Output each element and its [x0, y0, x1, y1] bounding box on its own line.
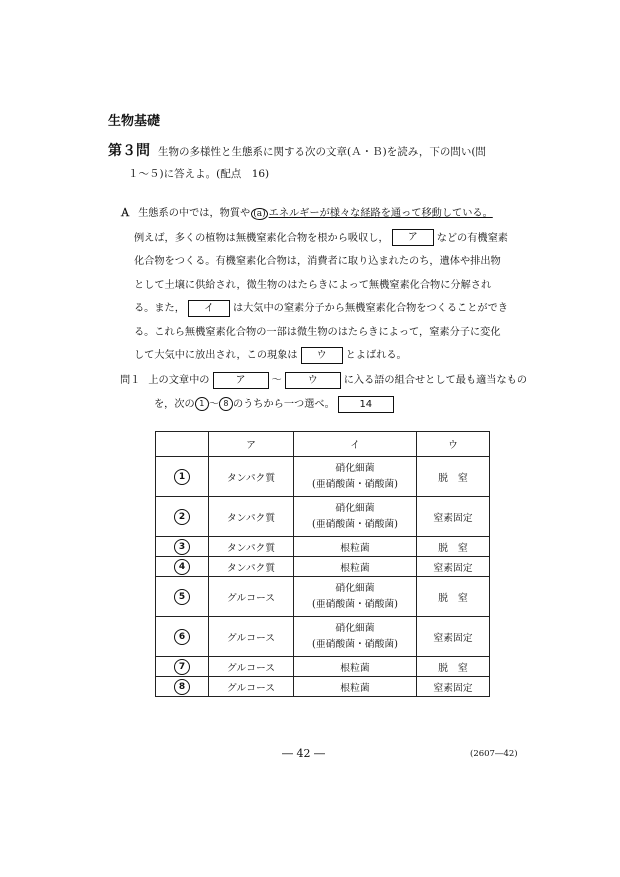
passage-label: Ａ	[120, 207, 131, 219]
q1-tilde: ～	[271, 375, 282, 386]
table-row[interactable]	[156, 557, 490, 577]
passage-line-5	[120, 297, 520, 321]
option-number: 3	[174, 539, 190, 555]
passage-line-4: として土壌に供給され，微生物のはたらきによって無機窒素化合物に分解され	[134, 279, 492, 291]
q1-line-2	[120, 393, 520, 417]
section-title: 生物基礎	[108, 114, 161, 129]
passage-line-2	[120, 227, 520, 251]
cell-a: タンパク質	[209, 457, 294, 497]
circled-number-first: 1	[195, 397, 209, 411]
passage-line-1	[120, 202, 520, 227]
cell-u: 脱 窒	[417, 537, 490, 557]
cell-i	[294, 457, 417, 497]
option-number: 5	[174, 589, 190, 605]
passage-text: 生態系の中では，物質や	[138, 208, 251, 219]
option-number-cell	[156, 557, 209, 577]
q1-text: 上の文章中の	[148, 375, 210, 386]
cell-i: 根粒菌	[294, 537, 417, 557]
cell-a: グルコース	[209, 577, 294, 617]
cell-i: 根粒菌	[294, 557, 417, 577]
table-row[interactable]	[156, 457, 490, 497]
passage-text: とよばれる。	[345, 350, 407, 361]
passage-a	[120, 202, 520, 368]
option-number-cell	[156, 657, 209, 677]
cell-i: 根粒菌	[294, 677, 417, 697]
option-number: 8	[174, 679, 190, 695]
subquestion-1	[120, 369, 528, 417]
option-number: 7	[174, 659, 190, 675]
passage-text: る。また，	[134, 303, 185, 314]
cell-i-line2: (亜硝酸菌・硝酸菌)	[311, 518, 399, 530]
table-row[interactable]	[156, 497, 490, 537]
q1-text: のうちから一つ選べ。	[232, 399, 335, 410]
option-number: 2	[174, 509, 190, 525]
page-number: ― 42 ―	[282, 747, 325, 760]
cell-i	[294, 497, 417, 537]
table-header-num	[156, 432, 209, 457]
passage-line-3: 化合物をつくる。有機窒素化合物は，消費者に取り込まれたのち，遺体や排出物	[134, 256, 501, 267]
cell-u: 窒素固定	[417, 617, 490, 657]
cell-u: 窒素固定	[417, 677, 490, 697]
cell-i-line1: 硝化細菌	[335, 462, 375, 474]
table-row[interactable]	[156, 657, 490, 677]
q1-box-u: ウ	[285, 372, 341, 389]
option-number: 4	[174, 559, 190, 575]
option-number-cell	[156, 677, 209, 697]
cell-a: グルコース	[209, 677, 294, 697]
cell-a: タンパク質	[209, 537, 294, 557]
option-number: 6	[174, 629, 190, 645]
passage-text: して大気中に放出され，この現象は	[134, 350, 298, 361]
cell-a: グルコース	[209, 657, 294, 677]
q1-text: を，次の	[154, 399, 195, 410]
blank-box-u: ウ	[301, 347, 343, 364]
passage-line-6: る。これら無機窒素化合物の一部は微生物のはたらきによって，窒素分子に変化	[134, 326, 501, 338]
table-row[interactable]	[156, 677, 490, 697]
option-number-cell	[156, 497, 209, 537]
passage-text: は大気中の窒素分子から無機窒素化合物をつくることができ	[232, 303, 508, 314]
table-header-a: ア	[209, 432, 294, 457]
q1-box-a: ア	[213, 372, 269, 389]
table-row[interactable]	[156, 577, 490, 617]
q1-label: 問１	[120, 375, 141, 386]
question-header	[108, 140, 528, 185]
cell-a: タンパク質	[209, 497, 294, 537]
table-row[interactable]	[156, 617, 490, 657]
option-number: 1	[174, 469, 190, 485]
cell-u: 窒素固定	[417, 497, 490, 537]
cell-i-line1: 硝化細菌	[335, 622, 375, 634]
underlined-text: エネルギーが様々な経路を通って移動している。	[268, 208, 493, 219]
cell-i-line2: (亜硝酸菌・硝酸菌)	[311, 638, 399, 650]
cell-u: 脱 窒	[417, 657, 490, 677]
passage-text: 例えば，多くの植物は無機窒素化合物を根から吸収し，	[134, 232, 389, 244]
subscript-a-marker: (a)	[253, 209, 266, 219]
option-number-cell	[156, 457, 209, 497]
question-number: 第３問	[108, 143, 150, 159]
cell-i-line2: (亜硝酸菌・硝酸菌)	[311, 478, 399, 490]
cell-i: 根粒菌	[294, 657, 417, 677]
option-number-cell	[156, 577, 209, 617]
answer-box[interactable]: 14	[338, 396, 394, 413]
q1-tilde: ～	[208, 399, 219, 410]
cell-u: 窒素固定	[417, 557, 490, 577]
cell-u: 脱 窒	[417, 457, 490, 497]
circled-number-last: 8	[219, 397, 233, 411]
table-header-row	[156, 432, 490, 457]
blank-box-a: ア	[392, 229, 434, 246]
passage-text: などの有機窒素	[436, 232, 508, 244]
page-code: (2607―42)	[470, 749, 518, 759]
q1-text: に入る語の組合せとして最も適当なもの	[343, 375, 528, 386]
cell-i-line2: (亜硝酸菌・硝酸菌)	[311, 598, 399, 610]
question-intro-line2: １～５)に答えよ。(配点 16)	[128, 168, 270, 180]
table-header-i: イ	[294, 432, 417, 457]
cell-a: タンパク質	[209, 557, 294, 577]
cell-i	[294, 577, 417, 617]
cell-u: 脱 窒	[417, 577, 490, 617]
option-number-cell	[156, 537, 209, 557]
cell-i-line1: 硝化細菌	[335, 502, 375, 514]
option-number-cell	[156, 617, 209, 657]
cell-a: グルコース	[209, 617, 294, 657]
q1-line-1	[120, 369, 528, 393]
blank-box-i: イ	[188, 300, 230, 317]
cell-i	[294, 617, 417, 657]
cell-i-line1: 硝化細菌	[335, 582, 375, 594]
options-table	[155, 431, 490, 697]
passage-line-7	[120, 344, 520, 368]
question-intro-line1: 生物の多様性と生態系に関する次の文章(Ａ・Ｂ)を読み，下の問い(問	[158, 146, 486, 158]
table-header-u: ウ	[417, 432, 490, 457]
table-row[interactable]	[156, 537, 490, 557]
